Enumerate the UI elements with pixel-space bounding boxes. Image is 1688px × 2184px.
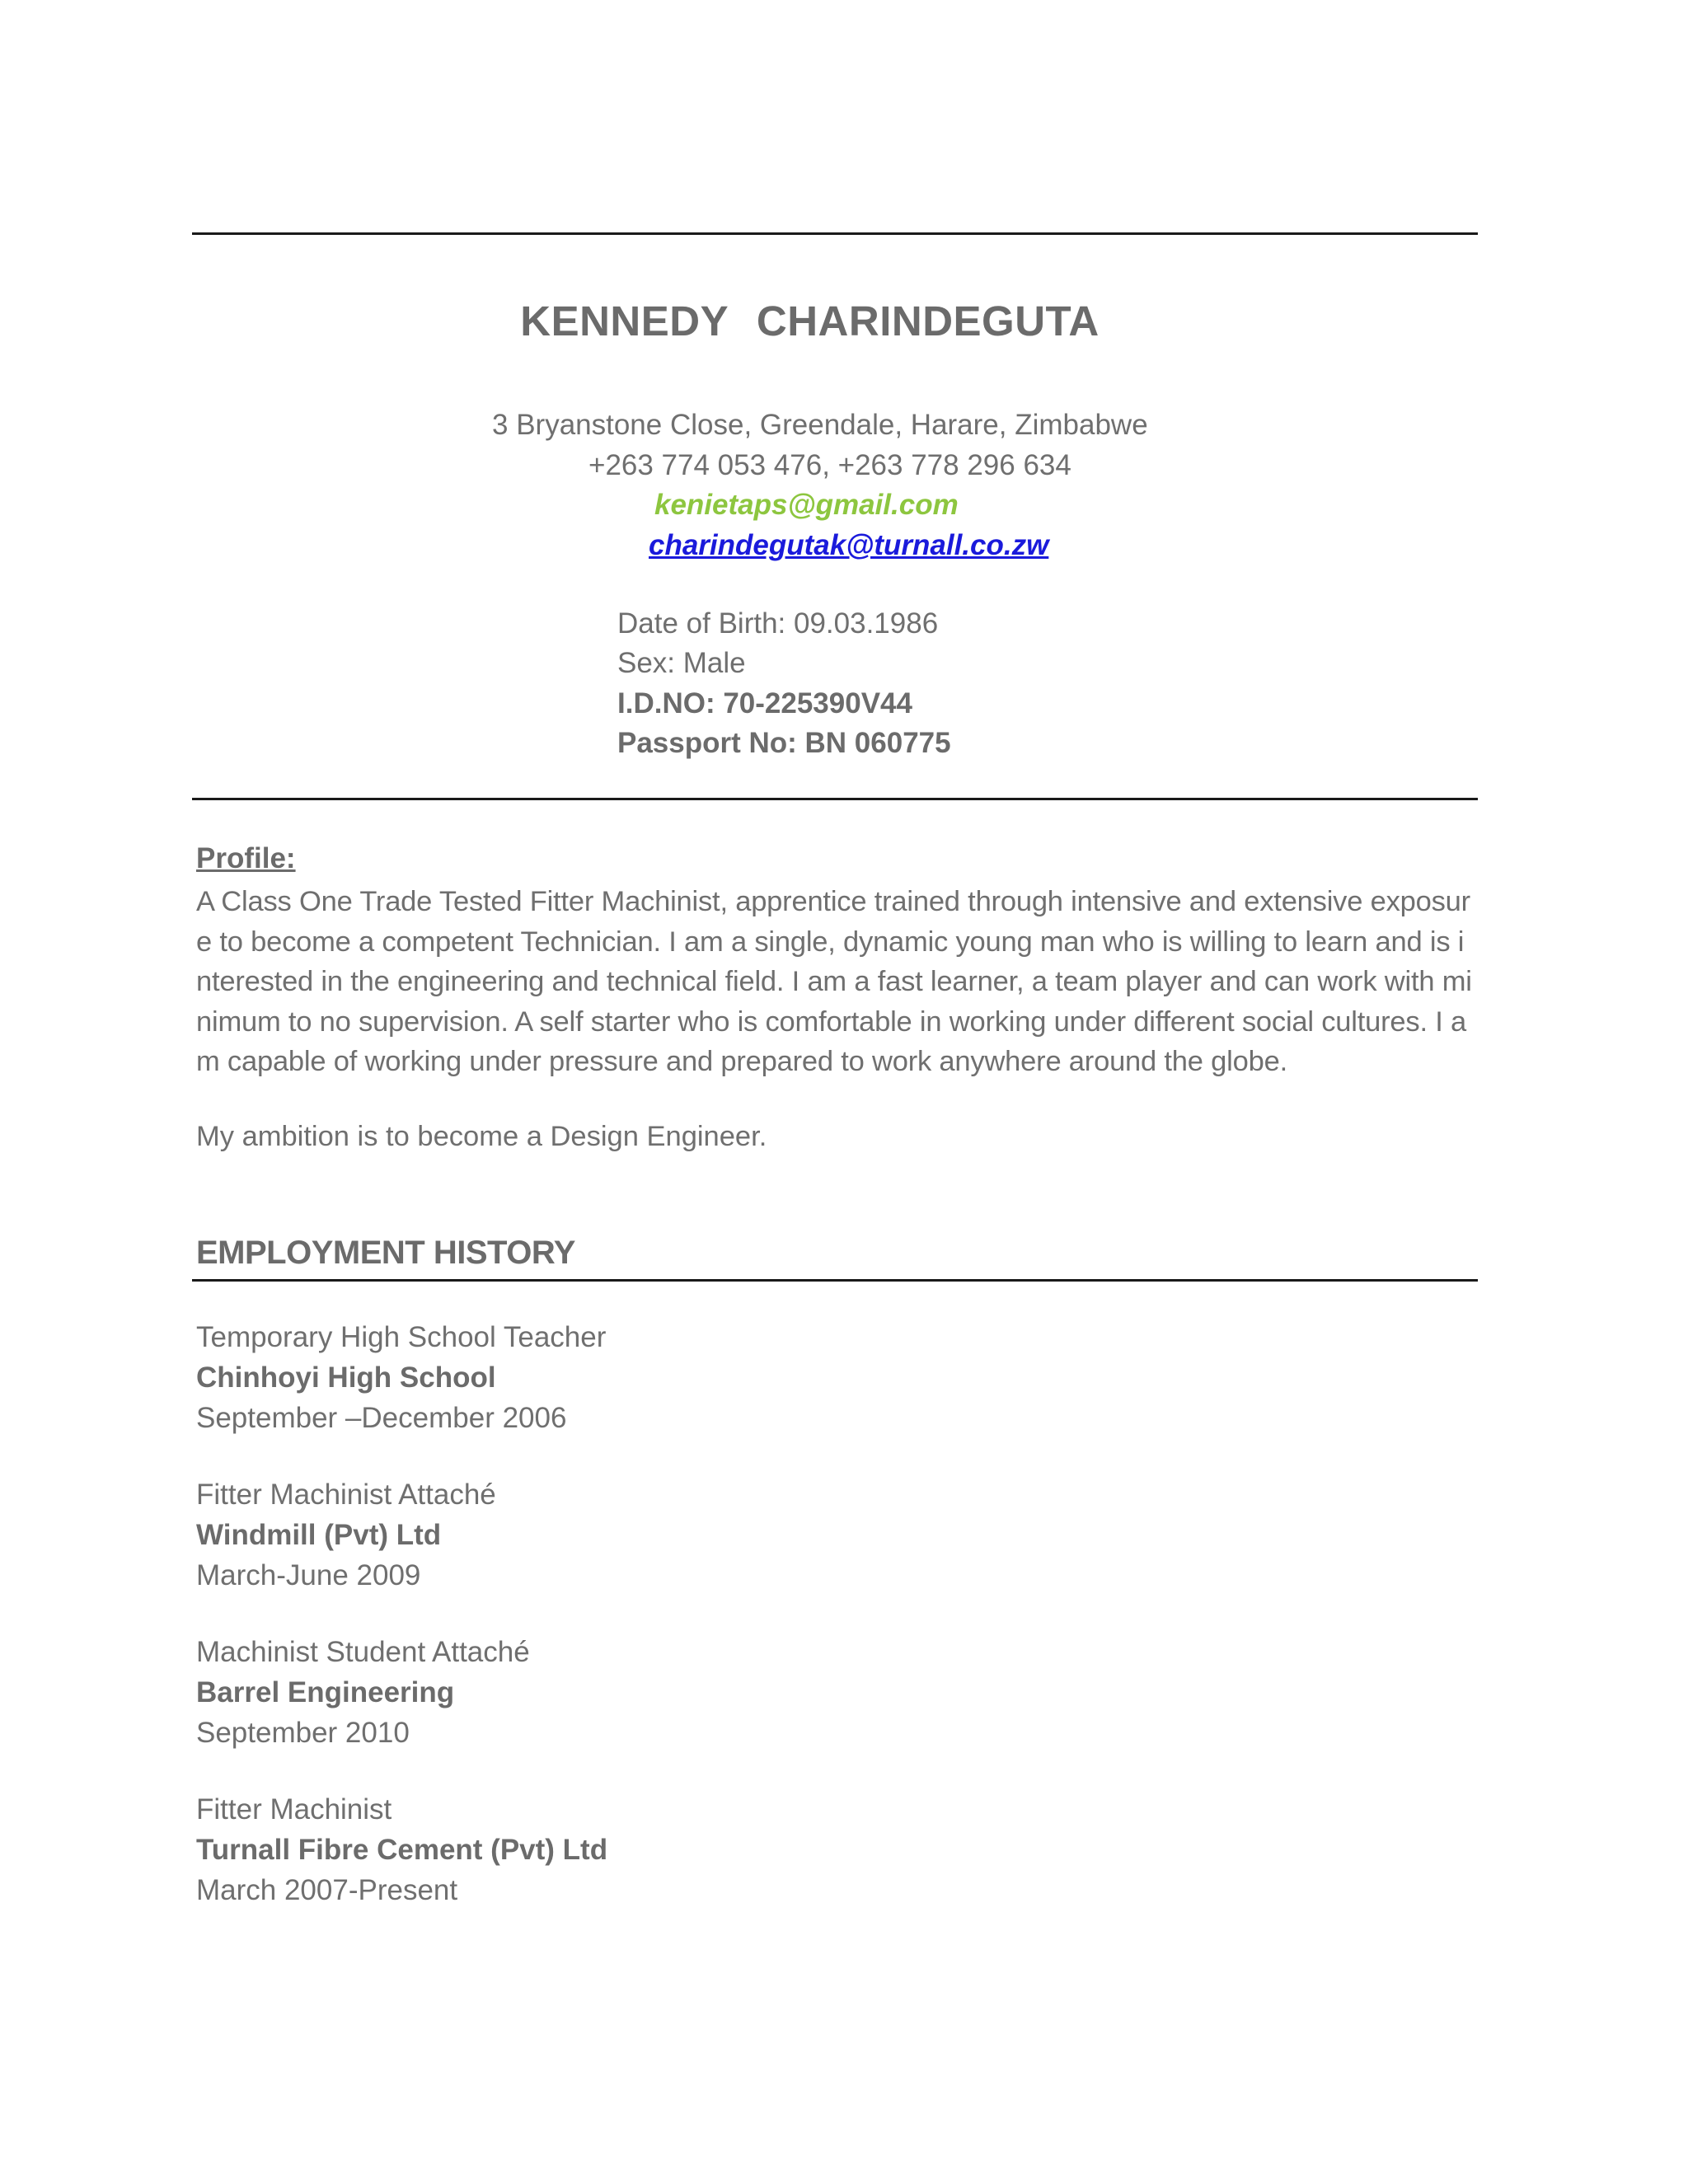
job-employer: Barrel Engineering	[196, 1676, 455, 1708]
job-entry	[196, 1474, 496, 1596]
job-dates: September 2010	[196, 1717, 410, 1749]
employment-history-heading: EMPLOYMENT HISTORY	[196, 1235, 575, 1271]
date-of-birth: Date of Birth: 09.03.1986	[617, 607, 939, 640]
job-title: Fitter Machinist Attaché	[196, 1479, 496, 1511]
profile-text: A Class One Trade Tested Fitter Machinist, apprentice trained through intensive and extensive exposure to become a competent Technician. I am a single, dynamic young man who is willing to learn and is interested in the engineering and technical field. I am a fast learner, a team player and can work with minimum to no supervision. A self starter who is comfortable in working under different social cultures. I am capable of working under pressure and prepared to work anywhere around the globe.	[196, 886, 1472, 1077]
phone-numbers: +263 774 053 476, +263 778 296 634	[588, 449, 1071, 481]
employment-divider	[192, 1279, 1478, 1282]
job-entry	[196, 1789, 607, 1910]
personal-email[interactable]: kenietaps@gmail.com	[654, 489, 959, 521]
candidate-name: KENNEDY CHARINDEGUTA	[520, 298, 1100, 344]
job-title: Fitter Machinist	[196, 1793, 392, 1825]
passport-number: Passport No: BN 060775	[617, 727, 951, 759]
job-title: Temporary High School Teacher	[196, 1321, 607, 1353]
job-dates: March 2007-Present	[196, 1874, 458, 1906]
job-employer: Chinhoyi High School	[196, 1361, 496, 1394]
job-employer: Turnall Fibre Cement (Pvt) Ltd	[196, 1834, 608, 1866]
job-employer: Windmill (Pvt) Ltd	[196, 1519, 442, 1551]
header-divider	[192, 798, 1478, 800]
job-title: Machinist Student Attaché	[196, 1636, 530, 1668]
sex: Sex: Male	[617, 647, 746, 679]
job-entry	[196, 1317, 606, 1438]
id-number: I.D.NO: 70-225390V44	[617, 687, 912, 719]
job-dates: March-June 2009	[196, 1559, 421, 1591]
profile-ambition: My ambition is to become a Design Engineer.	[196, 1121, 767, 1152]
work-email-link[interactable]: charindegutak@turnall.co.zw	[649, 529, 1049, 561]
top-divider	[192, 232, 1478, 235]
job-dates: September –December 2006	[196, 1402, 567, 1434]
address: 3 Bryanstone Close, Greendale, Harare, Zimbabwe	[492, 409, 1148, 441]
job-entry	[196, 1632, 530, 1753]
profile-heading: Profile:	[196, 842, 296, 874]
